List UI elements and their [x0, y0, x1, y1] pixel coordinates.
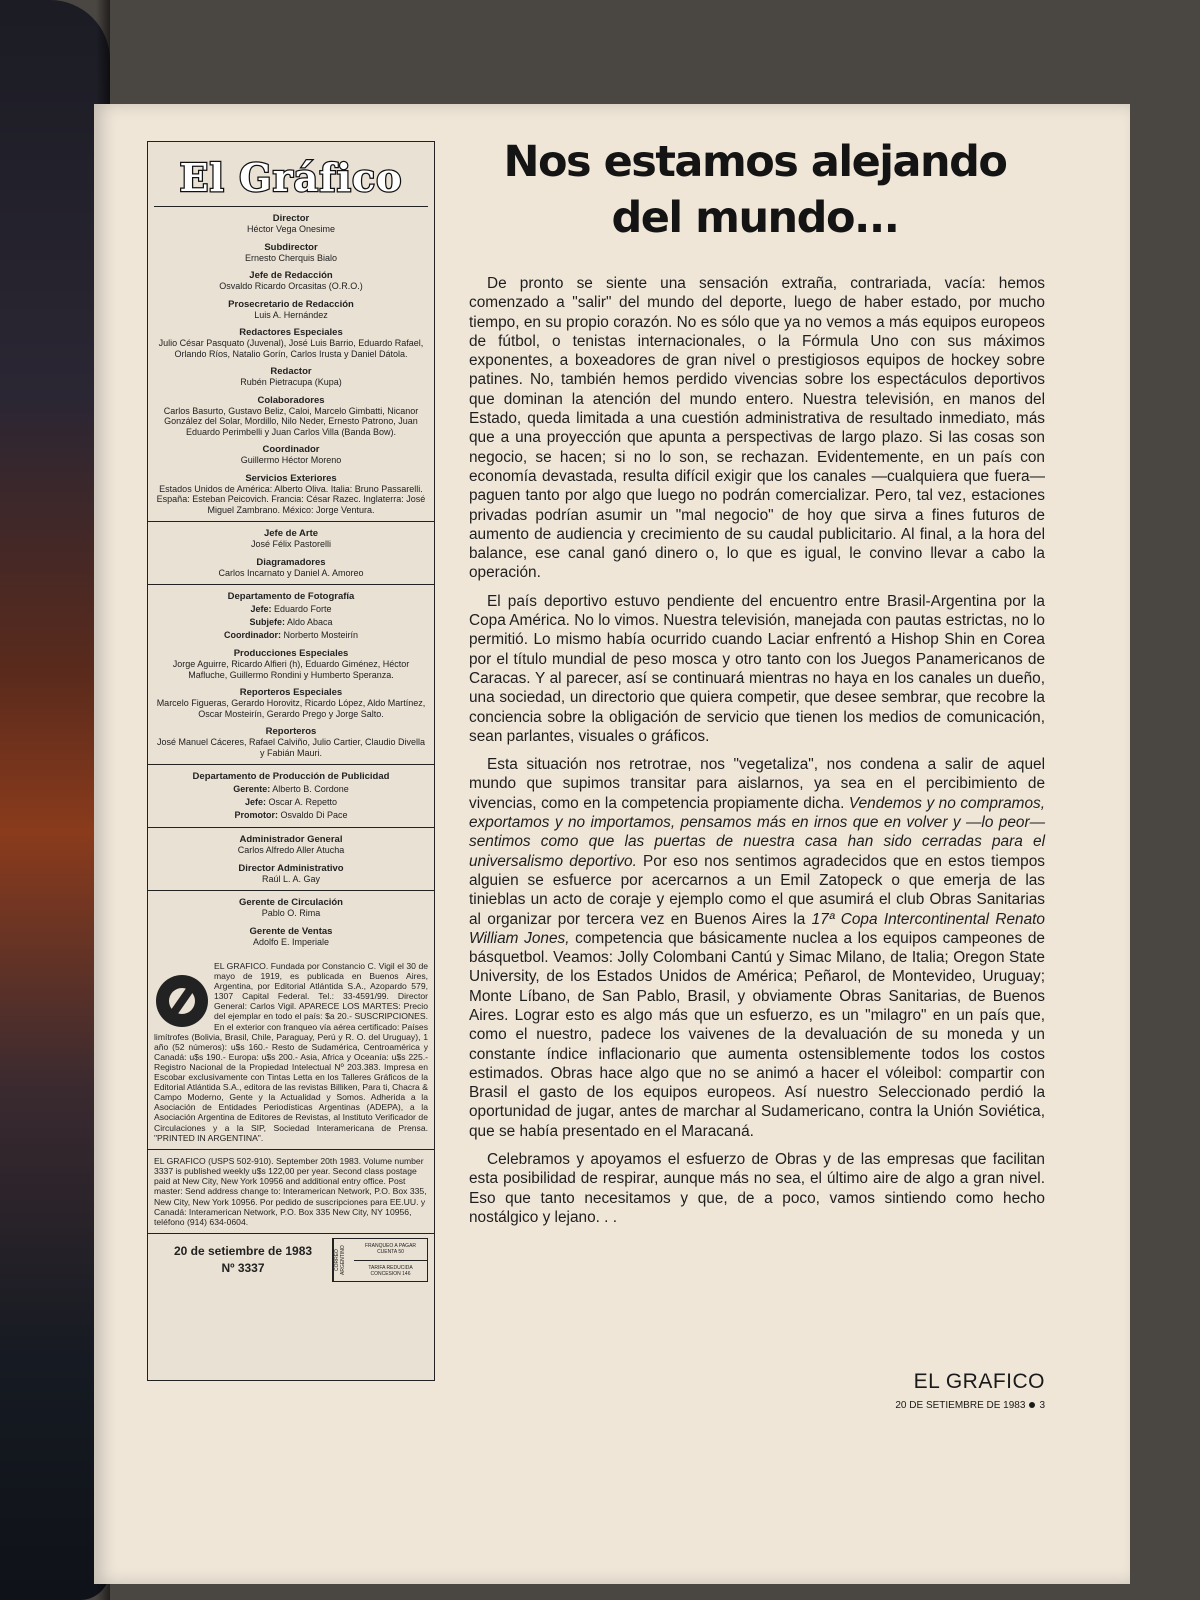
- masthead-entry: [154, 327, 428, 359]
- masthead-section: [148, 522, 434, 585]
- staff-names: José Manuel Cáceres, Rafael Calviño, Julio Cartier, Claudio Divella y Fabián Mauri.: [156, 737, 426, 758]
- staff-names: Osvaldo Ricardo Orcasitas (O.R.O.): [219, 281, 363, 291]
- staff-role: Departamento de Producción de Publicidad: [192, 771, 390, 782]
- masthead-entry: [154, 771, 428, 782]
- masthead-section: [148, 207, 434, 522]
- staff-role: Gerente de Ventas: [249, 925, 333, 937]
- staff-names: Pablo O. Rima: [261, 908, 321, 918]
- masthead-section: [148, 585, 434, 765]
- magazine-page: [94, 104, 1130, 1584]
- staff-names: Marcelo Figueras, Gerardo Horovitz, Ricardo López, Aldo Martínez, Oscar Mosteirín, Gerardo Prego y Jorge Salto.: [156, 698, 426, 719]
- paragraph-text: Esta situación nos retrotrae, nos "vegetaliza", nos condena a salir de aquel mundo que supimos transitar para aislarnos, ya sea en el percibimiento de vivencias, como en la competencia propiamente dicha.: [469, 756, 1045, 812]
- footer-date: 20 DE SETIEMBRE DE 1983: [895, 1400, 1026, 1411]
- staff-role: Prosecretario de Redacción: [228, 298, 354, 310]
- staff-names: Norberto Mosteirín: [283, 630, 359, 640]
- masthead-entry: [154, 630, 428, 641]
- article-body: [469, 274, 1045, 1236]
- issue-date: [154, 1243, 332, 1277]
- bullet-icon: [1029, 1402, 1035, 1408]
- paragraph-italic-text: 17ª Copa Intercontinental Renato William Jones,: [469, 910, 1045, 947]
- masthead-logo: [154, 148, 428, 207]
- postage-stamp-top: FRANQUEO A PAGAR CUENTA 50: [354, 1239, 427, 1261]
- masthead-entry: [154, 395, 428, 438]
- masthead-entry: [154, 863, 428, 885]
- staff-role: Jefe de Arte: [263, 528, 319, 539]
- staff-role: Gerente de Circulación: [238, 897, 343, 908]
- masthead-entry: [154, 726, 428, 758]
- masthead-entry: [154, 299, 428, 321]
- paragraph-text: Por eso nos sentimos agradecidos que en estos tiempos alguien se esfuerce por acercarnos a un Emil Zatopeck o que emerja de las tinieblas un acto de coraje y ejemplo como el que asumirá el club Obras Sanitarias al organizar por tercera vez en Buenos Aires la: [469, 852, 1045, 928]
- staff-names: Adolfo E. Imperiale: [252, 936, 330, 947]
- staff-role: Jefe:: [250, 604, 272, 614]
- postage-stamp-box: [332, 1238, 428, 1282]
- article-paragraph: [469, 755, 1045, 1141]
- staff-role: Gerente:: [233, 784, 271, 794]
- postage-stamp-left: CORREO ARGENTINO: [333, 1239, 354, 1281]
- masthead-entry: [154, 648, 428, 680]
- article-title-line1: Nos estamos alejando: [503, 137, 1007, 187]
- masthead-entry: [154, 591, 428, 602]
- masthead-staff-list: [148, 207, 434, 953]
- masthead-entry: [154, 834, 428, 856]
- issue-date-block: [148, 1234, 434, 1286]
- logo-text: El Gráfico: [179, 154, 403, 200]
- masthead-entry: [154, 784, 428, 795]
- staff-role: Coordinador: [262, 444, 320, 455]
- masthead-entry: [154, 797, 428, 808]
- usps-info-text: EL GRAFICO (USPS 502-910). September 20th 1983. Volume number 3337 is published weekly u$s 122,00 per year. Second class postage paid at New City, New York 10956 and additional entry office. Post master: Send address change to: Interamerican Network, P.O. Box 335, New City, New York 10956. Por pedido de suscripciones para EE.UU. y Canadá: Interamerican Network, P.O. Box 335 New City, NY 10956, teléfono (914) 634-0604.: [154, 1155, 427, 1227]
- staff-role: Jefe de Redacción: [249, 270, 333, 281]
- page-number: 3: [1039, 1400, 1045, 1411]
- masthead-entry: [154, 444, 428, 466]
- staff-role: Coordinador:: [223, 630, 281, 640]
- publisher-info: [148, 953, 434, 1150]
- masthead-section: [148, 891, 434, 953]
- article-title-line2: del mundo...: [611, 193, 899, 243]
- staff-role: Promotor:: [234, 810, 278, 820]
- staff-role: Colaboradores: [257, 394, 325, 406]
- staff-role: Director Administrativo: [238, 862, 344, 874]
- issue-date-line: 20 de setiembre de 1983: [173, 1244, 313, 1259]
- masthead-entry: [154, 557, 428, 579]
- masthead-entry: [154, 366, 428, 388]
- staff-role: Servicios Exteriores: [245, 472, 337, 484]
- staff-names: Héctor Vega Onesime: [246, 224, 336, 234]
- staff-role: Redactores Especiales: [239, 327, 343, 338]
- masthead-entry: [154, 810, 428, 821]
- masthead-section: [148, 828, 434, 891]
- masthead-entry: [154, 604, 428, 615]
- article-paragraph: Celebramos y apoyamos el esfuerzo de Obras y de las empresas que facilitan esta posibilidad de respirar, aunque más no sea, el último aire de algo a gran nivel. Eso que tanto necesitamos y que, de a poco, vamos sintiendo como hecho nostálgico y lejano. . .: [469, 1151, 1045, 1226]
- article-paragraph: De pronto se siente una sensación extraña, contrariada, vacía: hemos comenzado a "salir" del mundo del deporte, luego de haber estado, por mucho tiempo, en su propio corazón. No es sólo que ya no vemos a más equipos europeos de fútbol, o tenistas internacionales, o la Fórmula Uno con sus máximos exponentes, a boxeadores de gran nivel o prestigiosos equipos de hockey sobre patines. No, también hemos perdido vivencias sobre los espectáculos deportivos que dominan la atención del mundo entero. Nuestra televisión, en manos del Estado, queda limitada a una cuestión administrativa de resultado inmediato, más que a una proyección que apunta a perspectivas de largo plazo. Si las cosas son negocio, se hacen; si no lo son, se rechazan. Evidentemente, en un país con economía devastada, resulta difícil exigir que los canales —cualquiera que fuera— paguen tanto por algo que luego no podrán comercializar. Pero, tal vez, estaciones privadas podrían asumir un "mal negocio" de hoy que sirva a fines futuros de aumento de audiencia y crecimiento de su caudal publicitario. Al final, a la hora del balance, ese canal ganó dinero o, lo que es igual, le convino llevar a cabo la operación.: [469, 275, 1045, 582]
- masthead-entry: [154, 213, 428, 235]
- paragraph-text: competencia que básicamente nuclea a los equipos campeones de básquetbol. Veamos: Jolly Colombani Cantú y Simac Milano, de Italia; Oregon State University, de los Estados Unidos de América; Peñarol, de Montevideo, Uruguay; Monte Líbano, de San Pablo, Brasil, y obviamente Obras Sanitarias, de Buenos Aires. Lograr esto es algo más que un esfuerzo, es un "milagro" en un país que, como el nuestro, padece los vaivenes de la devaluación de su moneda y un constante índice inflacionario que aumenta ostensiblemente todos los costos estimados. Obras hace algo que no se animó a hacer el vóleibol: compartir con Brasil el gasto de los equipos europeos. Así nuestro Seleccionado perdió la oportunidad de jugar, antes de marchar al Sudamericano, contra la Unión Soviética, que se había presentado en el Maracaná.: [469, 929, 1045, 1140]
- masthead-entry: [154, 687, 428, 719]
- masthead-entry: [154, 926, 428, 948]
- staff-names: Estados Unidos de América: Alberto Oliva. Italia: Bruno Passarelli. España: Esteban Peicovich. Francia: César Razec. Inglaterra: José Miguel Zambrano. México: Jorge Ventura.: [156, 483, 426, 515]
- footer-date-line: [794, 1400, 1045, 1411]
- masthead-entry: [154, 528, 428, 550]
- staff-names: Luis A. Hernández: [254, 309, 328, 320]
- staff-role: Reporteros: [265, 726, 317, 737]
- staff-names: Eduardo Forte: [273, 604, 332, 614]
- staff-names: Julio César Pasquato (Juvenal), José Luis Barrio, Eduardo Rafael, Orlando Ríos, Natalio Gorín, Carlos Irusta y Daniel Dátola.: [158, 338, 424, 359]
- staff-role: Redactor: [270, 366, 312, 377]
- staff-names: Aldo Abaca: [286, 617, 333, 627]
- staff-names: Raúl L. A. Gay: [261, 873, 321, 884]
- masthead-entry: [154, 617, 428, 628]
- staff-names: José Félix Pastorelli: [250, 539, 332, 549]
- staff-role: Director: [272, 213, 310, 224]
- masthead-entry: [154, 270, 428, 292]
- masthead-column: [147, 141, 435, 1381]
- publisher-emblem-icon: [156, 975, 208, 1027]
- footer-brand: EL GRAFICO: [913, 1370, 1045, 1393]
- paragraph-italic-text: Vendemos y no compramos, exportamos y no importamos, pensamos más en irnos que en volver y —lo peor— sentimos como que las puertas de nuestra casa han sido cerradas para el universalismo deportivo.: [469, 794, 1045, 870]
- masthead-entry: [154, 242, 428, 264]
- staff-names: Osvaldo Di Pace: [280, 810, 348, 820]
- staff-names: Carlos Incarnato y Daniel A. Amoreo: [218, 567, 364, 578]
- staff-role: Subjefe:: [249, 617, 285, 627]
- masthead-entry: [154, 897, 428, 919]
- postage-stamp-bottom: TARIFA REDUCIDA CONCESION 146: [368, 1264, 413, 1277]
- article-paragraph: El país deportivo estuvo pendiente del encuentro entre Brasil-Argentina por la Copa América. No lo vimos. Nuestra televisión, manejada con pautas estrictas, no lo permitió. Lo mismo había ocurrido cuando Laciar enfrentó a Hishop Shin en Corea por el título mundial de peso mosca y otro tanto con los Juegos Panamericanos de Caracas. Y al parecer, así se continuará mientras no haya en los canales un dueño, una sociedad, un directorio que quiera competir, que desee sembrar, que recobre la conciencia sobre la obligación de servicio que tienen los medios de comunicación, sean parlantes, visuales o gráficos.: [469, 592, 1045, 745]
- staff-names: Oscar A. Repetto: [268, 797, 338, 807]
- staff-names: Ernesto Cherquis Bialo: [244, 252, 338, 263]
- staff-names: Rubén Pietracupa (Kupa): [240, 377, 342, 387]
- usps-info: [148, 1150, 434, 1234]
- staff-role: Subdirector: [264, 241, 318, 253]
- staff-role: Diagramadores: [256, 556, 326, 568]
- staff-names: Jorge Aguirre, Ricardo Alfieri (h), Eduardo Giménez, Héctor Mafluche, Guillermo Rondini y Humberto Speranza.: [172, 659, 410, 680]
- staff-names: Guillermo Héctor Moreno: [240, 455, 342, 465]
- issue-number: Nº 3337: [221, 1261, 265, 1276]
- staff-role: Departamento de Fotografía: [227, 591, 355, 602]
- staff-role: Reporteros Especiales: [239, 687, 343, 698]
- publisher-info-text: EL GRAFICO. Fundada por Constancio C. Vigil el 30 de mayo de 1919, es publicada en Buenos Aires, Argentina, por Editorial Atlántida S.A., Azopardo 579, 1307 Capital Federal. Tel.: 33-4591/99. Director General: Carlos Vigil. APARECE LOS MARTES: Precio del ejemplar en todo el país: $a 20.- SUSCRIPCIONES. En el exterior con franqueo vía aérea certificado: Países limítrofes (Bolivia, Brasil, Chile, Paraguay, Perú y R. O. del Uruguay), 1 año (52 números): u$s 160.- Resto de Sudamérica, Centroamérica y Canadá: u$s 190.- Europa: u$s 200.- Asia, Africa y Oceanía: u$s 225.- Registro Nacional de la Propiedad Intelectual Nº 203.383. Impresa en Escobar exclusivamente con Tintas Letta en los Talleres Gráficos de la Editorial Atlántida S.A., editora de las revistas Billiken, Para ti, Chacra & Campo Moderno, Gente y la Actualidad y Somos. Adherida a la Asociación de Entidades Periodísticas Argentinas (ADEPA), a la Asociación Argentina de Editores de Revistas, al Instituto Verificador de Circulaciones y a la SIP, Sociedad Interamericana de Prensa. "PRINTED IN ARGENTINA".: [154, 961, 429, 1143]
- staff-names: Carlos Alfredo Aller Atucha: [237, 845, 345, 855]
- masthead-section: [148, 765, 434, 828]
- staff-role: Producciones Especiales: [233, 648, 349, 659]
- staff-role: Administrador General: [239, 834, 343, 845]
- staff-names: Alberto B. Cordone: [272, 784, 349, 794]
- staff-role: Jefe:: [244, 797, 266, 807]
- staff-names: Carlos Basurto, Gustavo Beliz, Caloi, Marcelo Gimbatti, Nicanor González del Solar, Mordillo, Nilo Neder, Ernesto Patrono, Juan Eduardo Perimbelli y Juan Carlos Villa (Banda Bow).: [163, 405, 419, 437]
- article-title: [490, 134, 1020, 246]
- masthead-entry: [154, 473, 428, 516]
